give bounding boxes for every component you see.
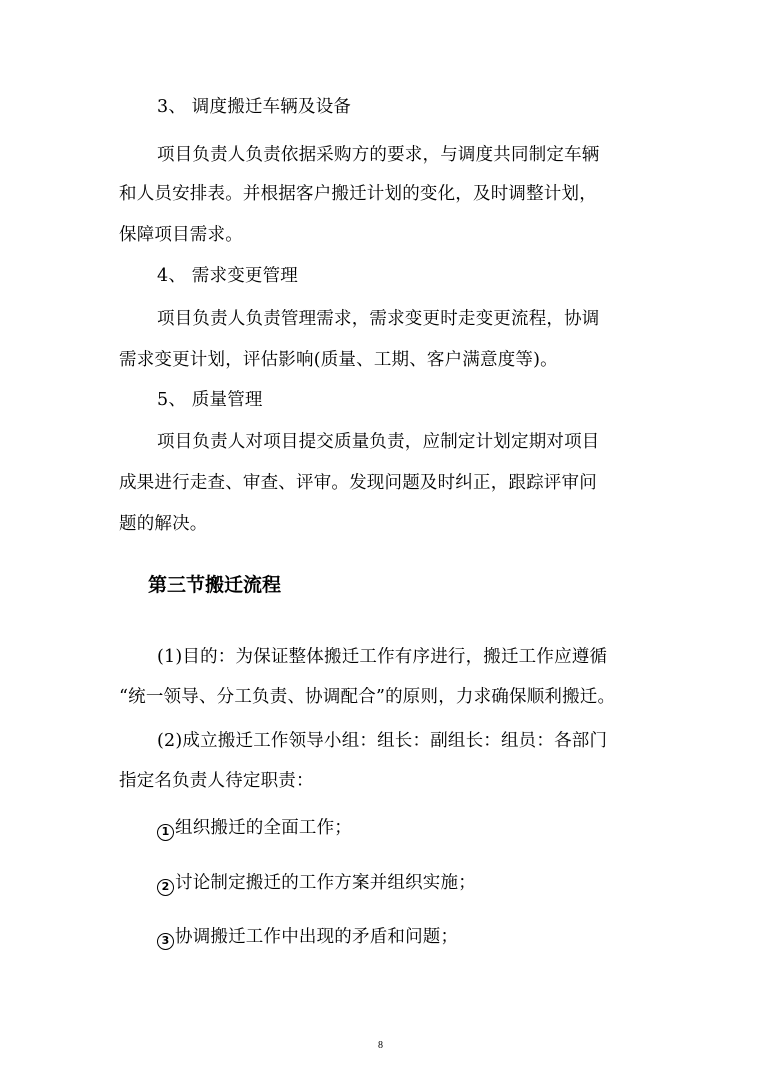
section-5-line-1: 项目负责人对项目提交质量负责，应制定计划定期对项目 <box>157 432 600 452</box>
duty-item-2 <box>157 872 476 896</box>
group-line-1: (2)成立搬迁工作领导小组：组长：副组长：组员：各部门 <box>157 731 608 751</box>
section-4-line-2: 需求变更计划，评估影响(质量、工期、客户满意度等)。 <box>119 350 558 370</box>
circled-number-1: 1 <box>157 824 174 841</box>
section-3-title: 3、 调度搬迁车辆及设备 <box>157 97 352 117</box>
purpose-line-2: “统一领导、分工负责、协调配合”的原则，力求确保顺利搬迁。 <box>119 687 616 707</box>
section-5-line-3: 题的解决。 <box>119 514 208 534</box>
circled-number-2: 2 <box>157 879 174 896</box>
group-line-2: 指定名负责人待定职责： <box>119 771 314 791</box>
chapter-heading: 第三节搬迁流程 <box>148 574 282 596</box>
duty-text-3: 协调搬迁工作中出现的矛盾和问题； <box>175 927 459 947</box>
section-5-line-2: 成果进行走查、审查、评审。发现问题及时纠正，跟踪评审问 <box>119 473 597 493</box>
section-3-line-3: 保障项目需求。 <box>119 225 243 245</box>
duty-item-3 <box>157 926 458 950</box>
duty-text-1: 组织搬迁的全面工作； <box>175 818 352 838</box>
page-number: 8 <box>378 1040 383 1051</box>
section-3-line-2: 和人员安排表。并根据客户搬迁计划的变化，及时调整计划， <box>119 184 597 204</box>
section-5-title: 5、 质量管理 <box>157 390 263 410</box>
section-4-line-1: 项目负责人负责管理需求，需求变更时走变更流程，协调 <box>157 309 600 329</box>
section-3-line-1: 项目负责人负责依据采购方的要求，与调度共同制定车辆 <box>157 145 600 165</box>
purpose-line-1: (1)目的：为保证整体搬迁工作有序进行，搬迁工作应遵循 <box>157 647 608 667</box>
duty-text-2: 讨论制定搬迁的工作方案并组织实施； <box>175 873 476 893</box>
duty-item-1 <box>157 817 352 841</box>
circled-number-3: 3 <box>157 933 174 950</box>
section-4-title: 4、 需求变更管理 <box>157 266 298 286</box>
